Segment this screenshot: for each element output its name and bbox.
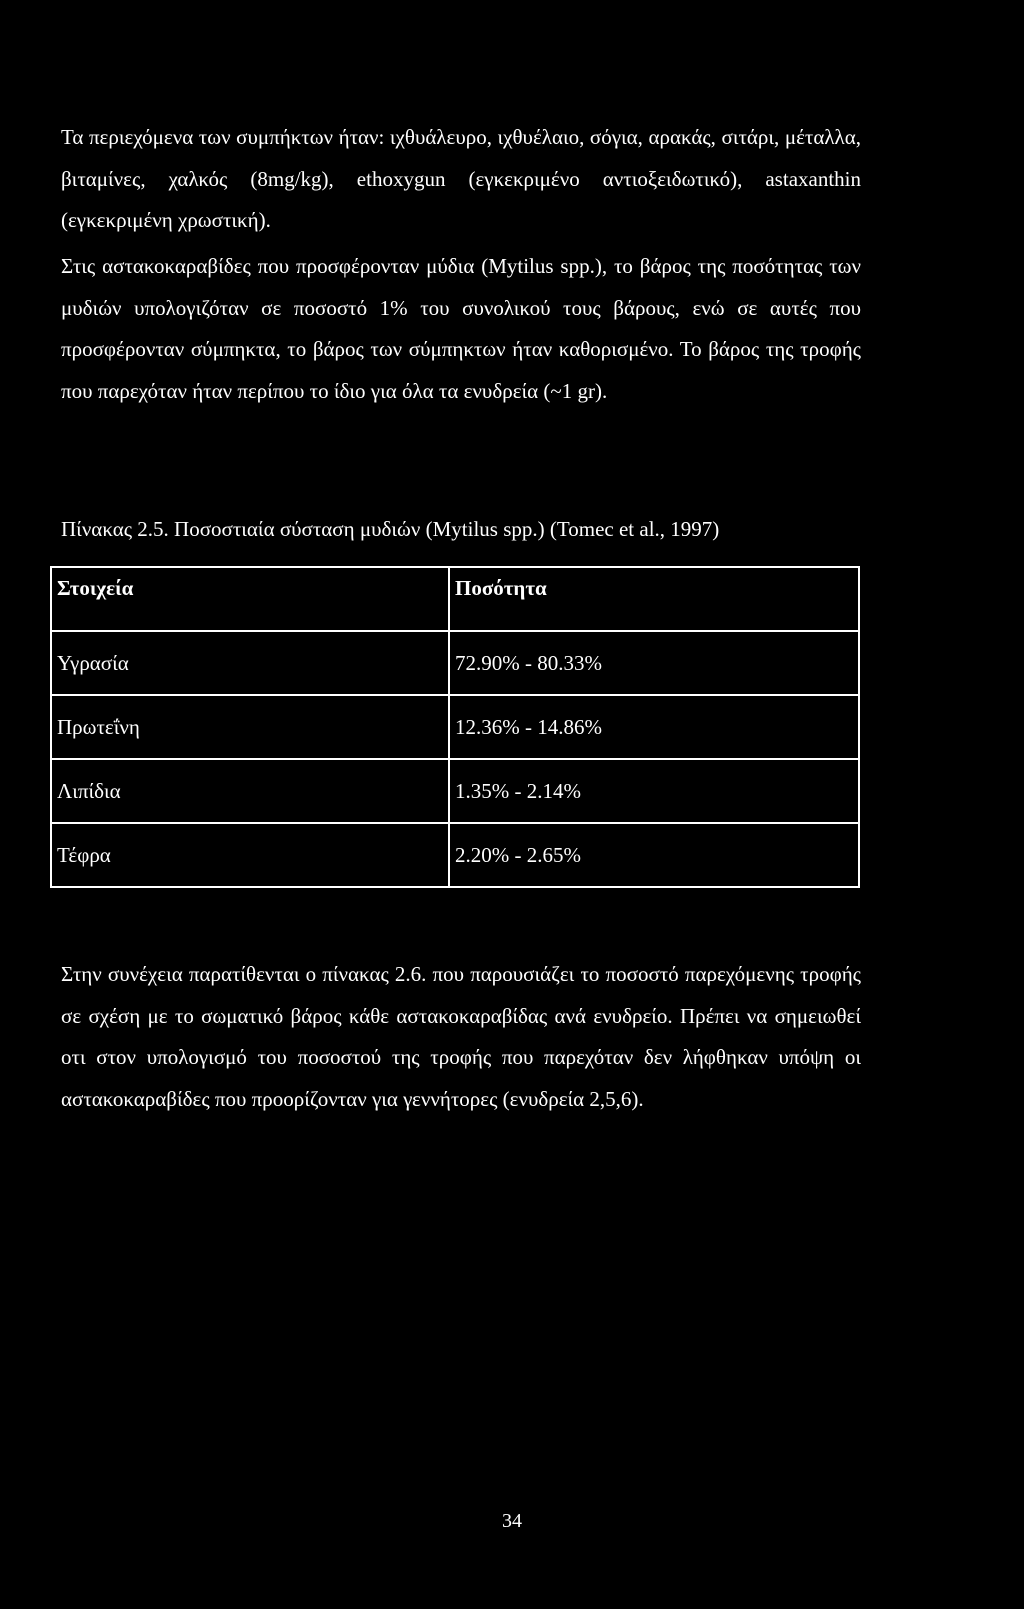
- row-value: 72.90% - 80.33%: [449, 631, 859, 695]
- page-number: 34: [502, 1510, 522, 1532]
- table-caption: Πίνακας 2.5. Ποσοστιαία σύσταση μυδιών (Mytilus spp.) (Tomec et al., 1997): [61, 517, 720, 541]
- row-value: 12.36% - 14.86%: [449, 695, 859, 759]
- row-label: Λιπίδια: [51, 759, 449, 823]
- header-quantity: Ποσότητα: [449, 567, 859, 631]
- table-header-row: [51, 567, 859, 631]
- row-label: Τέφρα: [51, 823, 449, 887]
- paragraph-ingredients: Τα περιεχόμενα των συμπήκτων ήταν: ιχθυάλευρο, ιχθυέλαιο, σόγια, αρακάς, σιτάρι, μέταλλα, βιταμίνες, χαλκός (8mg/kg), ethoxygun (εγκεκριμένο αντιοξειδωτικό), astaxanthin (εγκεκριμένη χρωστική).: [61, 125, 861, 232]
- paragraph-next-table: Στην συνέχεια παρατίθενται ο πίνακας 2.6. που παρουσιάζει το ποσοστό παρεχόμενης τροφής σε σχέση με το σωματικό βάρος κάθε αστακοκαραβίδας ανά ενυδρείο. Πρέπει να σημειωθεί οτι στον υπολογισμό του ποσοστού της τροφής που παρεχόταν δεν λήφθηκαν υπόψη οι αστακοκαραβίδες που προορίζονταν για γεννήτορες (ενυδρεία 2,5,6).: [61, 962, 861, 1111]
- composition-table: [50, 566, 860, 888]
- row-label: Υγρασία: [51, 631, 449, 695]
- table-row: [51, 759, 859, 823]
- header-elements: Στοιχεία: [51, 567, 449, 631]
- row-value: 2.20% - 2.65%: [449, 823, 859, 887]
- row-label: Πρωτεΐνη: [51, 695, 449, 759]
- table-row: [51, 631, 859, 695]
- table-row: [51, 695, 859, 759]
- paragraph-feeding-weight: Στις αστακοκαραβίδες που προσφέρονταν μύδια (Mytilus spp.), το βάρος της ποσότητας των μυδιών υπολογιζόταν σε ποσοστό 1% του συνολικού τους βάρους, ενώ σε αυτές που προσφέρονταν σύμπηκτα, το βάρος των σύμπηκτων ήταν καθορισμένο. Το βάρος της τροφής που παρεχόταν ήταν περίπου το ίδιο για όλα τα ενυδρεία (~1 gr).: [61, 254, 861, 403]
- row-value: 1.35% - 2.14%: [449, 759, 859, 823]
- table-row: [51, 823, 859, 887]
